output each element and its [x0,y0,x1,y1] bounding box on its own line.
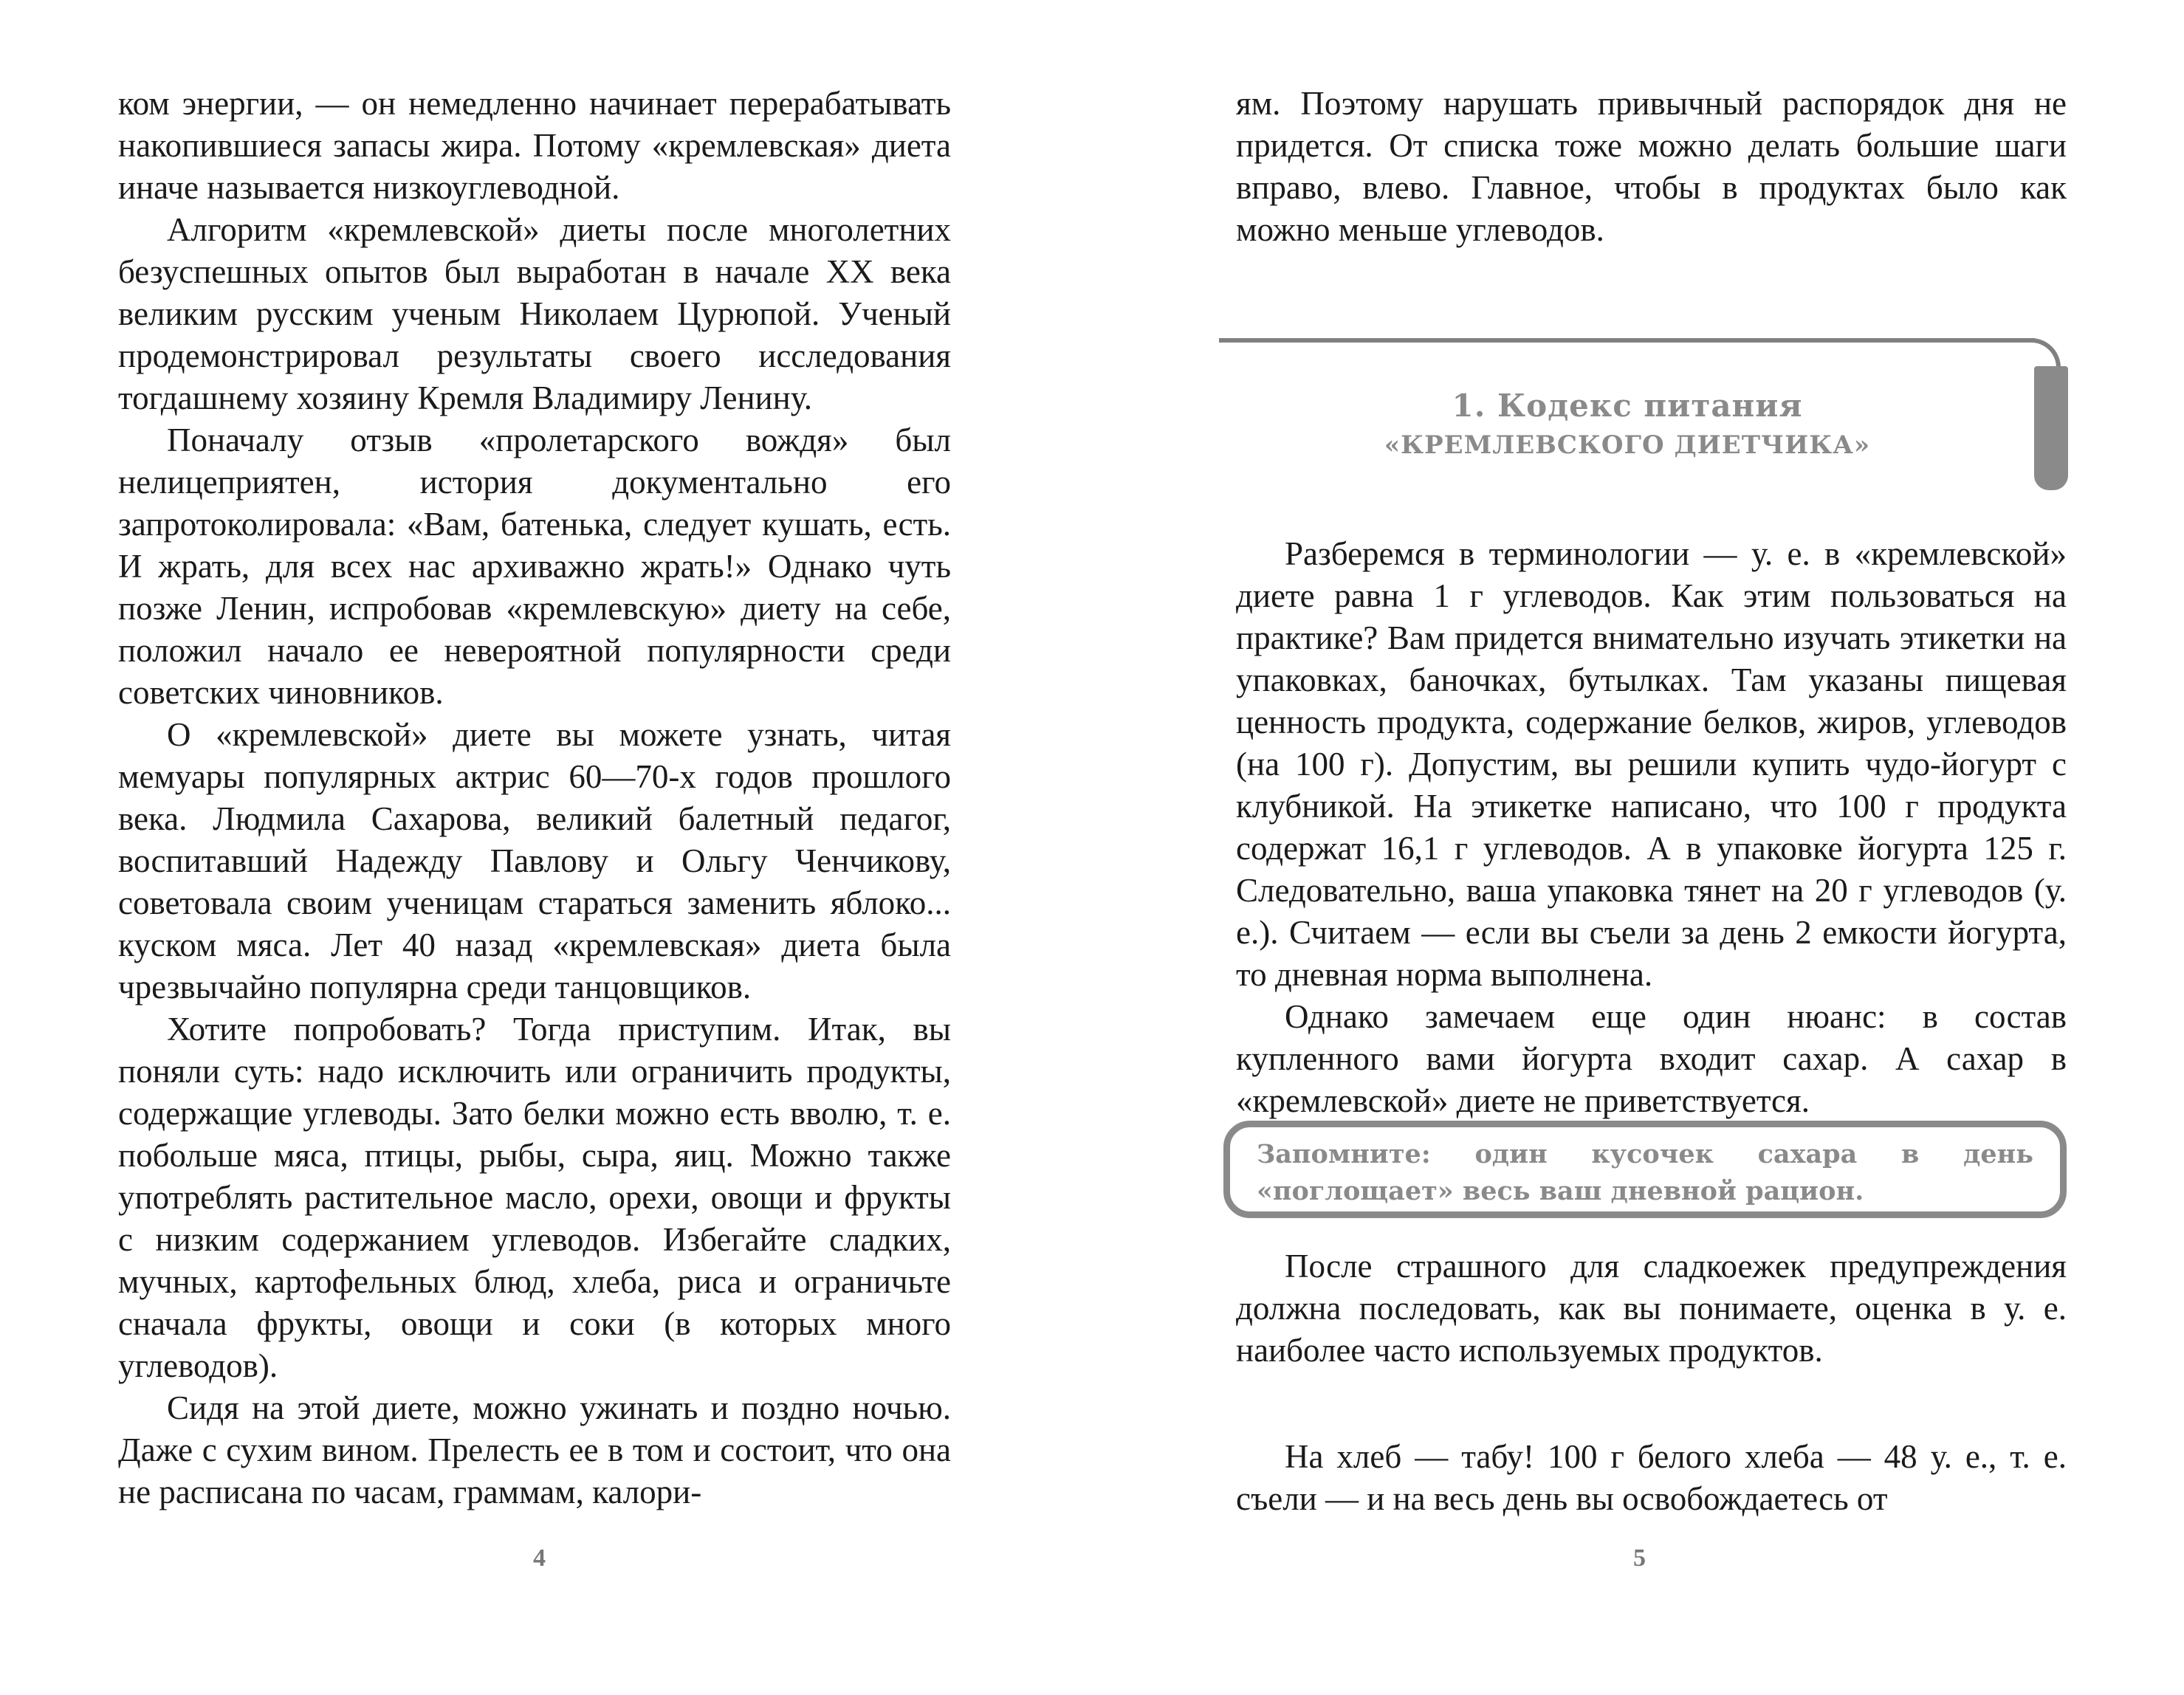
left-paragraph: Хотите попробовать? Тогда приступим. Итак, вы поняли суть: надо исключить или ограничить продукты, содержащие углеводы. Зато белки можно есть вволю, т. е. побольше мяса, птицы, рыбы, сыра, яиц. Можно также употреблять растительное масло, орехи, овощи и фрукты с низким содержанием углеводов. Избегайте сладких, мучных, картофельных блюд, хлеба, риса и ограничьте сначала фрукты, овощи и соки (в которых много углеводов). [118,1011,951,1384]
right-paragraph: На хлеб — табу! 100 г белого хлеба — 48 у. е., т. е. съели — и на весь день вы освобождаетесь от [1236,1438,2067,1517]
left-paragraph: Поначалу отзыв «пролетарского вождя» был нелицеприятен, история документально его запротоколировала: «Вам, батенька, следует кушать, есть. И жрать, для всех нас архиважно жрать!» Однако чуть позже Ленин, испробовав «кремлевскую» диету на себе, положил начало ее невероятной популярности среди советских чиновников. [118,422,951,711]
section-heading-line1: 1. Кодекс питания [1452,388,1803,424]
remember-note-text: Запомните: один кусочек сахара в день «поглощает» весь ваш дневной рацион. [1257,1139,2033,1206]
right-paragraph: Разберемся в терминологии — у. е. в «кремлевской» диете равна 1 г углеводов. Как этим пользоваться на практике? Вам придется внимательно изучать этикетки на упаковках, баночках, бутылках. Там указаны пищевая ценность продукта, содержание белков, жиров, углеводов (на 100 г). Допустим, вы решили купить чудо-йогурт с клубникой. На этикетке написано, что 100 г продукта содержат 16,1 г углеводов. А в упаковке йогурта 125 г. Следовательно, ваша упаковка тянет на 20 г углеводов (у. е.). Считаем — если вы съели за день 2 емкости йогурта, то дневная норма выполнена. [1236,535,2067,993]
right-page-after-note [1236,1245,2067,1372]
left-paragraph: О «кремлевской» диете вы можете узнать, читая мемуары популярных актрис 60—70-х годов прошлого века. Людмила Сахарова, великий балетный педагог, воспитавший Надежду Павлову и Ольгу Ченчикову, советовала своим ученицам стараться заменить яблоко... куском мяса. Лет 40 назад «кремлевская» диета была чрезвычайно популярна среди танцовщиков. [118,716,951,1005]
left-paragraph: Сидя на этой диете, можно ужинать и поздно ночью. Даже с сухим вином. Прелесть ее в том и состоит, что она не расписана по часам, граммам, калори- [118,1389,951,1510]
left-paragraph: ком энергии, — он немедленно начинает перерабатывать накопившиеся запасы жира. Потому «кремлевская» диета иначе называется низкоуглеводной. [118,85,951,206]
section-tab-marker [2034,366,2068,490]
left-page-body [118,83,951,1513]
right-paragraph: После страшного для сладкоежек предупреждения должна последовать, как вы понимаете, оценка в у. е. наиболее часто используемых продуктов. [1236,1248,2067,1369]
remember-note-box [1223,1121,2067,1218]
section-heading [1314,385,1941,464]
left-paragraph: Алгоритм «кремлевской» диеты после многолетних безуспешных опытов был выработан в начале XX века великим русским ученым Николаем Цурюпой. Ученый продемонстрировал результаты своего исследования тогдашнему хозяину Кремля Владимиру Ленину. [118,211,951,416]
page-number-left: 4 [533,1544,546,1572]
right-page-body [1236,533,2067,1122]
right-intro-paragraph: ям. Поэтому нарушать привычный распорядок дня не придется. От списка тоже можно делать большие шаги вправо, влево. Главное, чтобы в продуктах было как можно меньше углеводов. [1236,85,2067,248]
page-number-right: 5 [1633,1544,1646,1572]
section-rule [1219,338,2035,343]
section-heading-line2: «КРЕМЛЕВСКОГО ДИЕТЧИКА» [1384,430,1871,460]
right-page [1092,0,2184,1695]
right-paragraph: Однако замечаем еще один нюанс: в состав купленного вами йогурта входит сахар. А сахар в «кремлевской» диете не приветствуется. [1236,998,2067,1119]
right-page-intro [1236,83,2067,251]
right-page-bread [1236,1436,2067,1520]
